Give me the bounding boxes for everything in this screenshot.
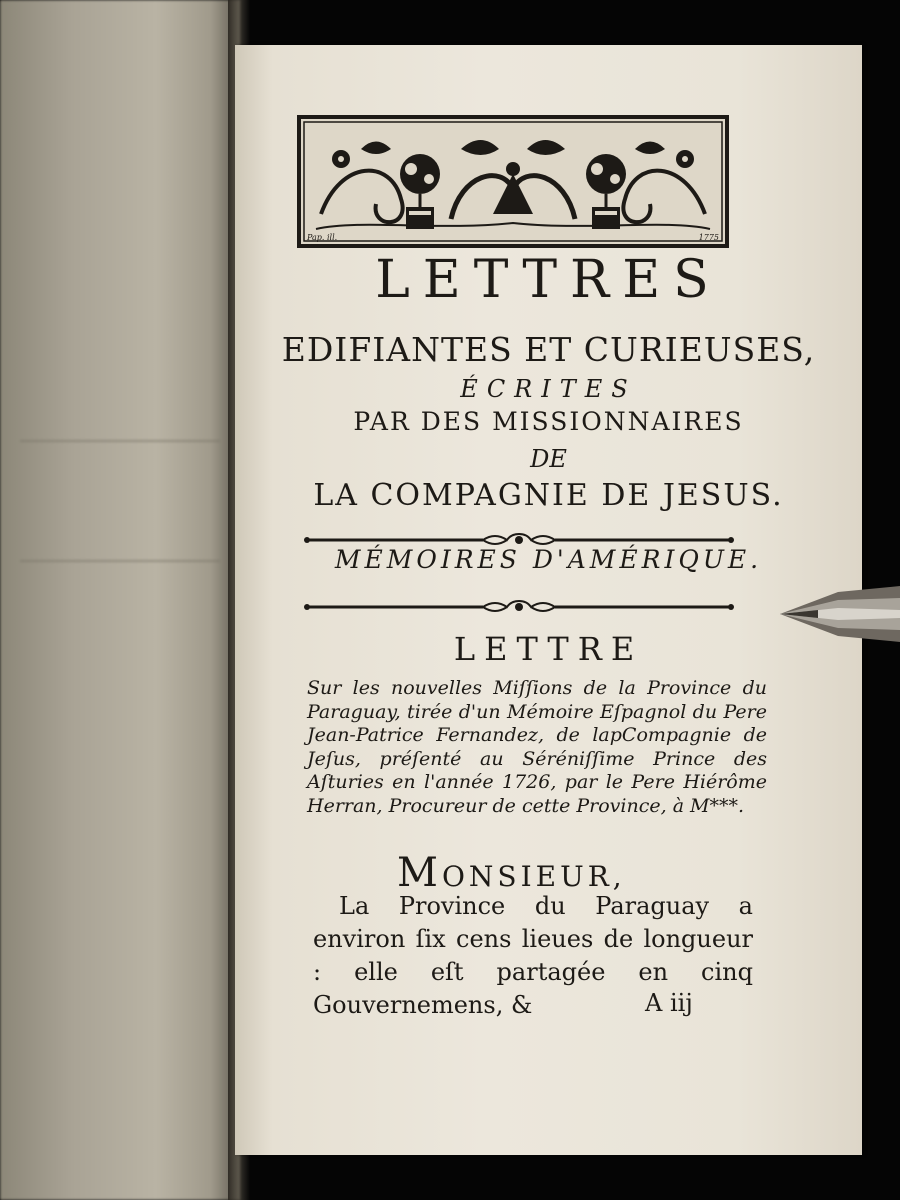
ornamental-rule-bottom (303, 600, 735, 614)
salutation-initial: M (397, 850, 442, 896)
letter-summary (307, 677, 767, 818)
engraver-signature: Pap. ill. (307, 233, 338, 242)
floral-ornament-icon (301, 119, 725, 244)
section-heading: MÉMOIRES D'AMÉRIQUE. (334, 545, 763, 574)
title-de: DE (530, 445, 567, 473)
body-paragraph: La Province du Paraguay a environ ſix cens lieues de longueur : elle eſt partagée en cinq Gouvernemens, & (313, 892, 753, 1019)
facing-page-left (0, 0, 240, 1200)
engraving-date: 1775 (698, 233, 719, 242)
title-ecrites: ÉCRITES (460, 375, 637, 403)
letter-heading: LETTRE (453, 630, 644, 668)
salutation-rest: ONSIEUR, (441, 860, 626, 893)
engraved-headpiece (297, 115, 729, 248)
pen-nib-pointer-icon (778, 580, 900, 648)
title-main: LETTRES (375, 250, 722, 310)
title-compagnie: LA COMPAGNIE DE JESUS. (313, 478, 784, 513)
signature-mark: A iij (645, 989, 693, 1017)
summary-text: Sur les nouvelles Miſſions de la Province du Paraguay, tirée d'un Mémoire Eſpagnol du Pere Jean-Patrice Fernandez, de lapCompagnie de Jeſus, préſenté au Séréniſſime Prince des Aſturies en l'année 1726, par le Pere Hiérôme Herran, Procureur de cette Province, à M***. (307, 677, 767, 817)
title-page (235, 45, 862, 1155)
title-par-missionnaires: PAR DES MISSIONNAIRES (353, 407, 744, 436)
title-subtitle: EDIFIANTES ET CURIEUSES, (281, 330, 816, 369)
